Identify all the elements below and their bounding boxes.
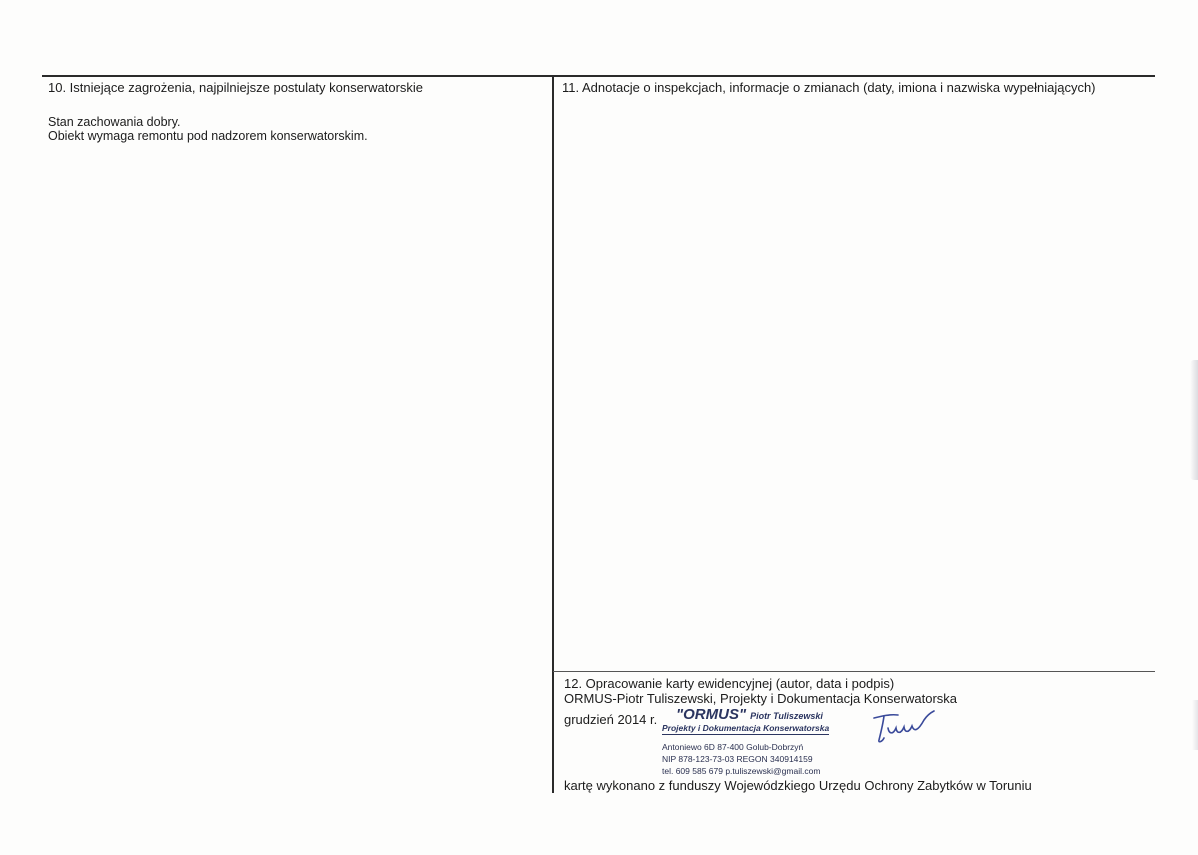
column-divider: [552, 75, 554, 793]
section-12-date: grudzień 2014 r.: [564, 712, 658, 727]
stamp-address: Antoniewo 6D 87-400 Golub-Dobrzyń: [662, 742, 804, 752]
section-12-rule: [553, 671, 1155, 672]
company-stamp: [662, 706, 862, 778]
section-11-label: 11. Adnotacje o inspekcjach, informacje o zmianach (daty, imiona i nazwiska wypełniających): [562, 80, 1096, 95]
section-12-author: ORMUS-Piotr Tuliszewski, Projekty i Dokumentacja Konserwatorska: [564, 691, 958, 706]
stamp-owner: Piotr Tuliszewski: [750, 711, 823, 721]
section-10-line-1: Stan zachowania dobry.: [48, 115, 181, 129]
scan-edge-mark-lower: [1192, 700, 1198, 750]
stamp-title: [676, 706, 823, 723]
stamp-company: "ORMUS": [676, 706, 747, 723]
scan-edge-mark: [1190, 360, 1198, 480]
stamp-ids: NIP 878-123-73-03 REGON 340914159: [662, 754, 813, 764]
section-12-label: 12. Opracowanie karty ewidencyjnej (autor, data i podpis): [564, 676, 895, 691]
section-10-label: 10. Istniejące zagrożenia, najpilniejsze postulaty konserwatorskie: [48, 80, 424, 95]
stamp-contact: tel. 609 585 679 p.tuliszewski@gmail.com: [662, 766, 821, 776]
stamp-subtitle: Projekty i Dokumentacja Konserwatorska: [662, 723, 830, 733]
top-rule: [42, 75, 1155, 77]
section-10-line-2: Obiekt wymaga remontu pod nadzorem konserwatorskim.: [48, 129, 368, 143]
signature-icon: [868, 708, 938, 744]
section-12-funding: kartę wykonano z funduszy Wojewódzkiego Urzędu Ochrony Zabytków w Toruniu: [564, 778, 1032, 793]
